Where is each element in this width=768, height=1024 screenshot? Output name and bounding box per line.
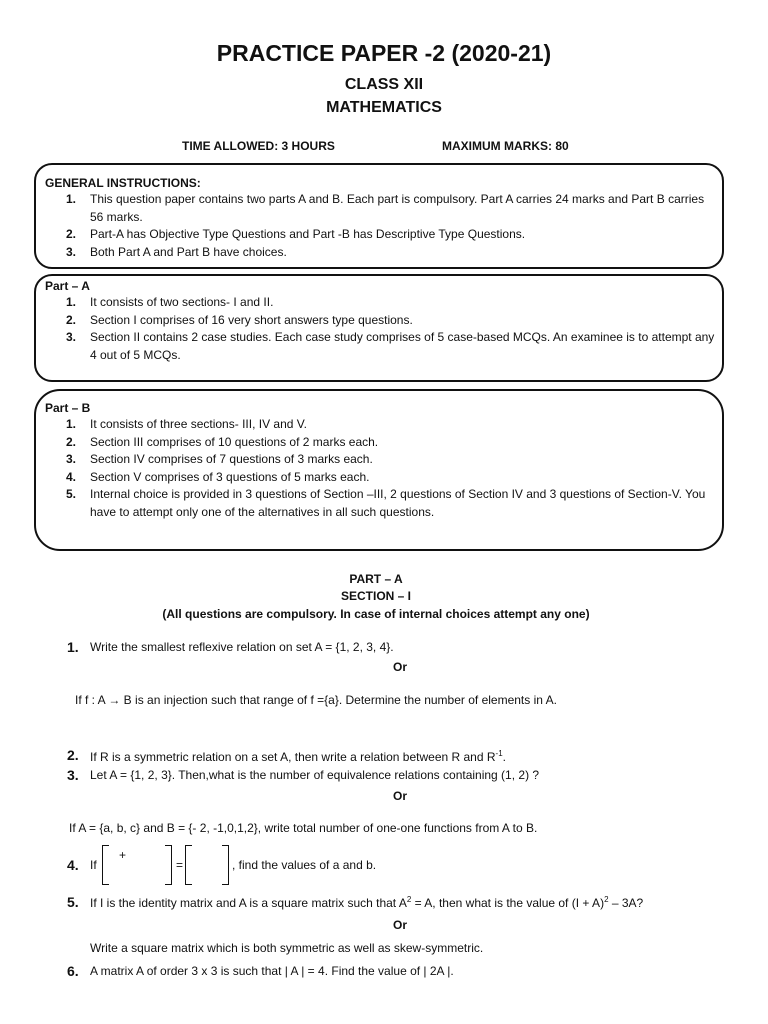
question-2-end: .: [502, 750, 506, 764]
list-number: 3.: [66, 330, 77, 344]
list-number: 1.: [66, 417, 77, 431]
subject-heading: MATHEMATICS: [326, 99, 442, 116]
section-note: (All questions are compulsory. In case of internal choices attempt any one): [162, 607, 590, 621]
list-number: 3.: [66, 452, 77, 466]
question-1-text: Write the smallest reflexive relation on set A = {1, 2, 3, 4}.: [90, 640, 394, 654]
list-item: [66, 191, 716, 226]
question-4-if: If: [90, 858, 97, 872]
maximum-marks: MAXIMUM MARKS: 80: [442, 139, 569, 153]
question-5-text: [90, 895, 643, 910]
list-item: [66, 469, 716, 487]
list-number: 5.: [66, 487, 77, 501]
list-item: [66, 434, 716, 452]
question-number: 1.: [67, 639, 79, 655]
list-text: It consists of two sections- I and II.: [90, 295, 274, 309]
equals-sign: =: [176, 858, 184, 872]
question-number: 5.: [67, 894, 79, 910]
list-number: 1.: [66, 295, 77, 309]
matrix-right-bracket: [165, 845, 172, 885]
list-text: This question paper contains two parts A and B. Each part is compulsory. Part A carries 24 marks and Part B carries 56 marks.: [90, 192, 705, 224]
part-a-box-title: Part – A: [45, 279, 90, 293]
list-number: 4.: [66, 469, 77, 484]
question-3-text: Let A = {1, 2, 3}. Then,what is the number of equivalence relations containing (1, 2) ?: [90, 768, 540, 782]
class-heading: CLASS XII: [344, 76, 424, 93]
matrix-plus-sign: +: [119, 848, 127, 862]
matrix-left-bracket: [185, 845, 192, 885]
list-item: [66, 244, 716, 262]
list-item: [66, 312, 716, 330]
list-item: [66, 486, 716, 521]
question-1-alternative: If f : A → B is an injection such that range of f ={a}. Determine the number of elements in A.: [75, 693, 557, 707]
section-heading: SECTION – I: [340, 589, 411, 603]
question-number: 4.: [67, 857, 79, 873]
or-label: Or: [392, 918, 407, 932]
question-5-part-a: If I is the identity matrix and A is a square matrix such that A: [90, 896, 407, 910]
or-label: Or: [392, 660, 407, 674]
list-item: [66, 226, 716, 244]
question-5-part-c: – 3A?: [608, 896, 644, 910]
question-5-alternative: Write a square matrix which is both symmetric as well as skew-symmetric.: [90, 941, 484, 955]
question-2-superscript: -1: [495, 749, 503, 758]
list-number: 2.: [66, 312, 77, 327]
list-item: [66, 329, 716, 364]
part-a-heading: PART – A: [349, 572, 403, 586]
list-number: 2.: [66, 434, 77, 449]
part-b-instructions-list: [66, 416, 716, 521]
list-number: 3.: [66, 244, 77, 259]
question-2-main: If R is a symmetric relation on a set A, then write a relation between R and R: [90, 750, 496, 764]
list-text: Both Part A and Part B have choices.: [90, 244, 287, 259]
list-item: [66, 294, 716, 312]
list-text: Internal choice is provided in 3 questions of Section –III, 2 questions of Section IV and 3 questions of Section-V. You have to attempt only one of the alternatives in all such questions.: [90, 487, 706, 519]
superscript: 2: [604, 895, 609, 904]
question-3-alternative: If A = {a, b, c} and B = {- 2, -1,0,1,2}, write total number of one-one functions from A to B.: [69, 821, 538, 835]
question-number: 2.: [67, 747, 79, 763]
question-number: 3.: [67, 767, 79, 783]
matrix-left-bracket: [102, 845, 109, 885]
matrix-right-bracket: [222, 845, 229, 885]
question-4-text: , find the values of a and b.: [232, 858, 377, 872]
question-6-text: A matrix A of order 3 x 3 is such that | A | = 4. Find the value of | 2A |.: [90, 964, 454, 978]
part-b-box-title: Part – B: [45, 401, 91, 415]
part-a-instructions-list: [66, 294, 716, 364]
list-number: 2.: [66, 227, 77, 241]
list-text: It consists of three sections- III, IV and V.: [90, 417, 307, 431]
question-2-text: [90, 749, 506, 764]
time-allowed: TIME ALLOWED: 3 HOURS: [182, 139, 335, 153]
list-number: 1.: [66, 192, 77, 206]
list-text: Section II contains 2 case studies. Each case study comprises of 5 case-based MCQs. An examinee is to attempt any 4 out of 5 MCQs.: [90, 330, 715, 362]
list-text: Section III comprises of 10 questions of 2 marks each.: [90, 434, 379, 449]
or-label: Or: [392, 789, 407, 803]
general-instructions-title: GENERAL INSTRUCTIONS:: [45, 176, 201, 190]
list-text: Part-A has Objective Type Questions and Part -B has Descriptive Type Questions.: [90, 227, 526, 241]
paper-title: PRACTICE PAPER -2 (2020-21): [216, 40, 552, 66]
list-text: Section IV comprises of 7 questions of 3 marks each.: [90, 452, 373, 466]
list-item: [66, 416, 716, 434]
question-5-part-b: = A, then what is the value of (I + A): [411, 896, 605, 910]
superscript: 2: [406, 895, 412, 904]
question-number: 6.: [67, 963, 79, 979]
general-instructions-list: [66, 191, 716, 261]
list-text: Section I comprises of 16 very short answers type questions.: [90, 312, 413, 327]
list-item: [66, 451, 716, 469]
list-text: Section V comprises of 3 questions of 5 marks each.: [90, 469, 370, 484]
